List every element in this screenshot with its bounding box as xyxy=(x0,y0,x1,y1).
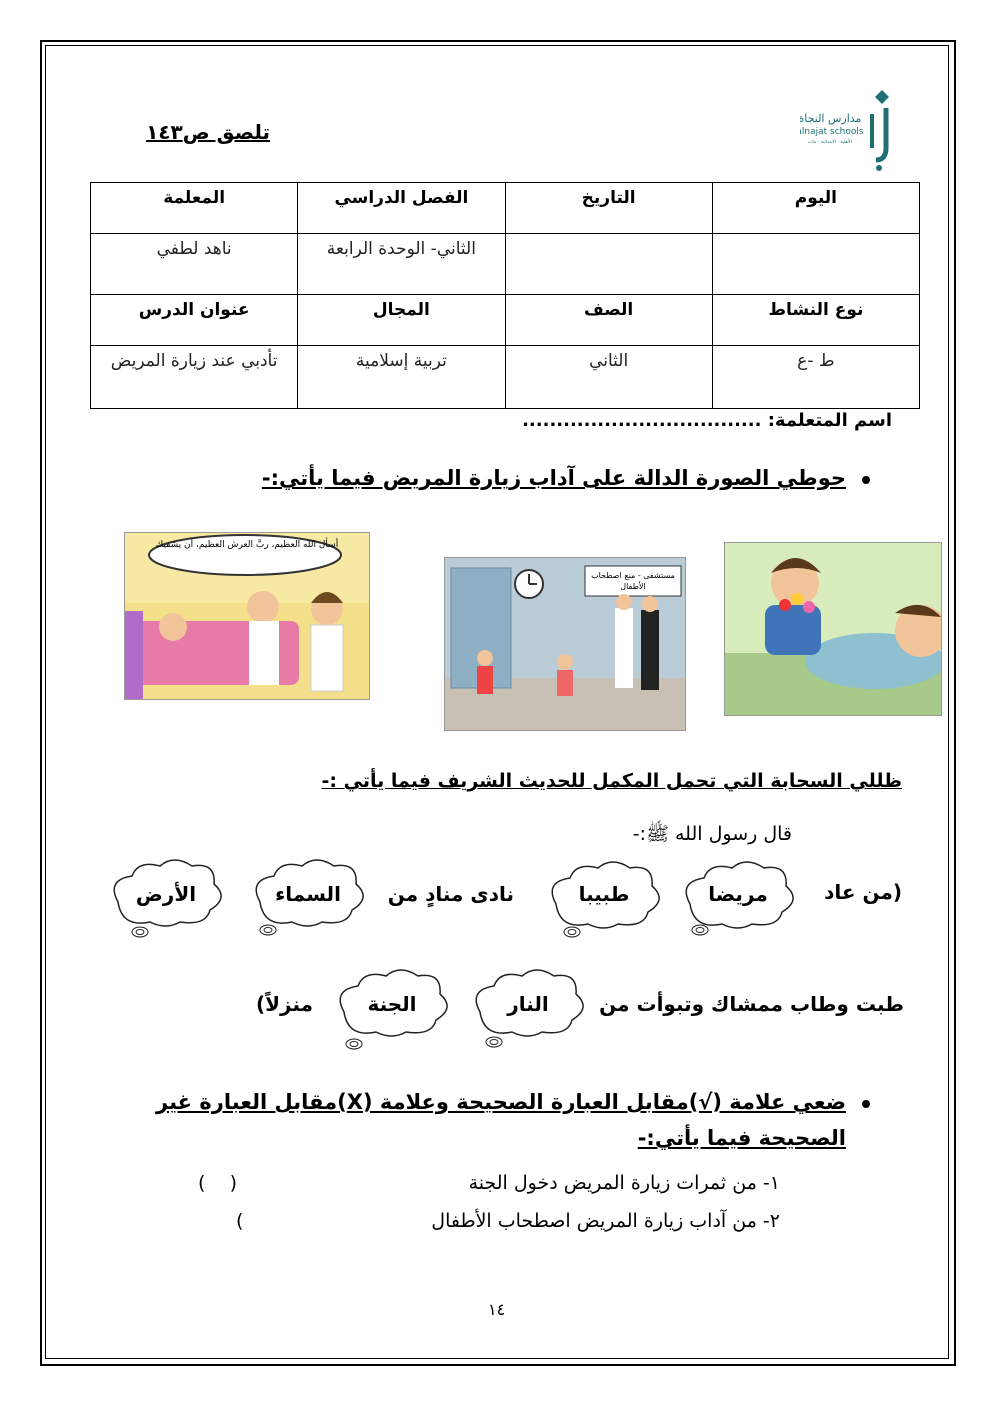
hadith-line2-start: طبت وطاب ممشاك وتبوأت من xyxy=(599,992,904,1016)
cloud-option-sick[interactable] xyxy=(676,860,800,942)
cell-field-value: تربية إسلامية xyxy=(298,346,505,409)
cell-grade-label: الصف xyxy=(505,295,712,346)
bullet-icon xyxy=(862,1100,870,1108)
cell-semester-value: الثاني- الوحدة الرابعة xyxy=(298,234,505,295)
prophet-said: قال رسول الله ﷺ:- xyxy=(632,823,792,845)
cell-teacher-value: ناهد لطفي xyxy=(91,234,298,295)
hadith-line1-mid: نادى منادٍ من xyxy=(387,882,514,906)
student-name-blank[interactable]: ................................... xyxy=(522,410,762,431)
dua-picture[interactable] xyxy=(124,532,370,700)
cell-date-label: التاريخ xyxy=(505,183,712,234)
cell-teacher-label: المعلمة xyxy=(91,183,298,234)
dua-speech: أسأل الله العظيم، ربَّ العرش العظيم، أن يشفيك xyxy=(155,540,339,550)
hospital-picture[interactable] xyxy=(444,557,686,731)
cloud-option-earth[interactable] xyxy=(104,858,228,940)
question3-text-line1: ضعي علامة (√)مقابل العبارة الصحيحة وعلامة (X)مقابل العبارة غير xyxy=(156,1090,846,1114)
cell-day-label: اليوم xyxy=(712,183,919,234)
cell-grade-value: الثاني xyxy=(505,346,712,409)
logo-text-en: alnajat schools xyxy=(800,127,864,137)
cloud-option-fire[interactable] xyxy=(466,968,590,1052)
question2-text: ظللي السحابة التي تحمل المكمل للحديث الشريف فيما يأتي :- xyxy=(321,770,902,792)
logo-subtext: الأهلية - الابتدائية - بنات xyxy=(808,140,852,145)
cell-lesson-title-label: عنوان الدرس xyxy=(91,295,298,346)
cell-day-value[interactable] xyxy=(712,234,919,295)
hospital-sign: مستشفى - منع اصطحاب الأطفال xyxy=(591,571,675,591)
hadith-line1-start: (من عاد xyxy=(824,880,902,904)
answer-box-1[interactable]: ( ) xyxy=(198,1172,237,1194)
question3-text-line2: الصحيحة فيما يأتي:- xyxy=(637,1126,846,1150)
visit-flowers-picture[interactable] xyxy=(724,542,942,716)
cloud-label: النار xyxy=(507,992,549,1016)
question1-text: حوطي الصورة الدالة على آداب زيارة المريض فيما يأتي:- xyxy=(261,466,846,490)
cell-date-value[interactable] xyxy=(505,234,712,295)
cloud-label: الجنة xyxy=(367,992,417,1016)
cell-activity-type-label: نوع النشاط xyxy=(712,295,919,346)
logo-text-ar: مدارس النجاة xyxy=(800,112,862,125)
visit-flowers-illustration xyxy=(725,543,941,715)
dua-illustration xyxy=(125,533,369,699)
cell-lesson-title-value: تأدبي عند زيارة المريض xyxy=(91,346,298,409)
cell-semester-label: الفصل الدراسي xyxy=(298,183,505,234)
cloud-option-doctor[interactable] xyxy=(542,860,666,942)
page-number: ١٤ xyxy=(488,1300,506,1319)
cloud-label: الأرض xyxy=(135,882,197,906)
cloud-option-paradise[interactable] xyxy=(330,968,454,1052)
school-logo xyxy=(800,84,900,184)
bullet-icon xyxy=(862,476,870,484)
student-name-row xyxy=(522,410,892,431)
cell-activity-type-value: ط -ع xyxy=(712,346,919,409)
cloud-label: طبيبا xyxy=(578,882,630,906)
info-table xyxy=(90,182,920,409)
stick-note: تلصق ص١٤٣ xyxy=(146,120,270,144)
alnajat-logo xyxy=(800,84,900,184)
cell-field-label: المجال xyxy=(298,295,505,346)
hadith-line2-end: منزلاً) xyxy=(256,992,314,1016)
statement-1: ١- من ثمرات زيارة المريض دخول الجنة xyxy=(468,1172,780,1194)
cloud-option-sky[interactable] xyxy=(246,858,370,940)
cloud-label: السماء xyxy=(275,882,341,906)
statement-2: ٢- من آداب زيارة المريض اصطحاب الأطفال xyxy=(431,1210,780,1232)
answer-box-2[interactable]: ( xyxy=(236,1210,244,1232)
student-name-label: اسم المتعلمة: xyxy=(767,410,892,431)
cloud-label: مريضا xyxy=(708,882,768,906)
